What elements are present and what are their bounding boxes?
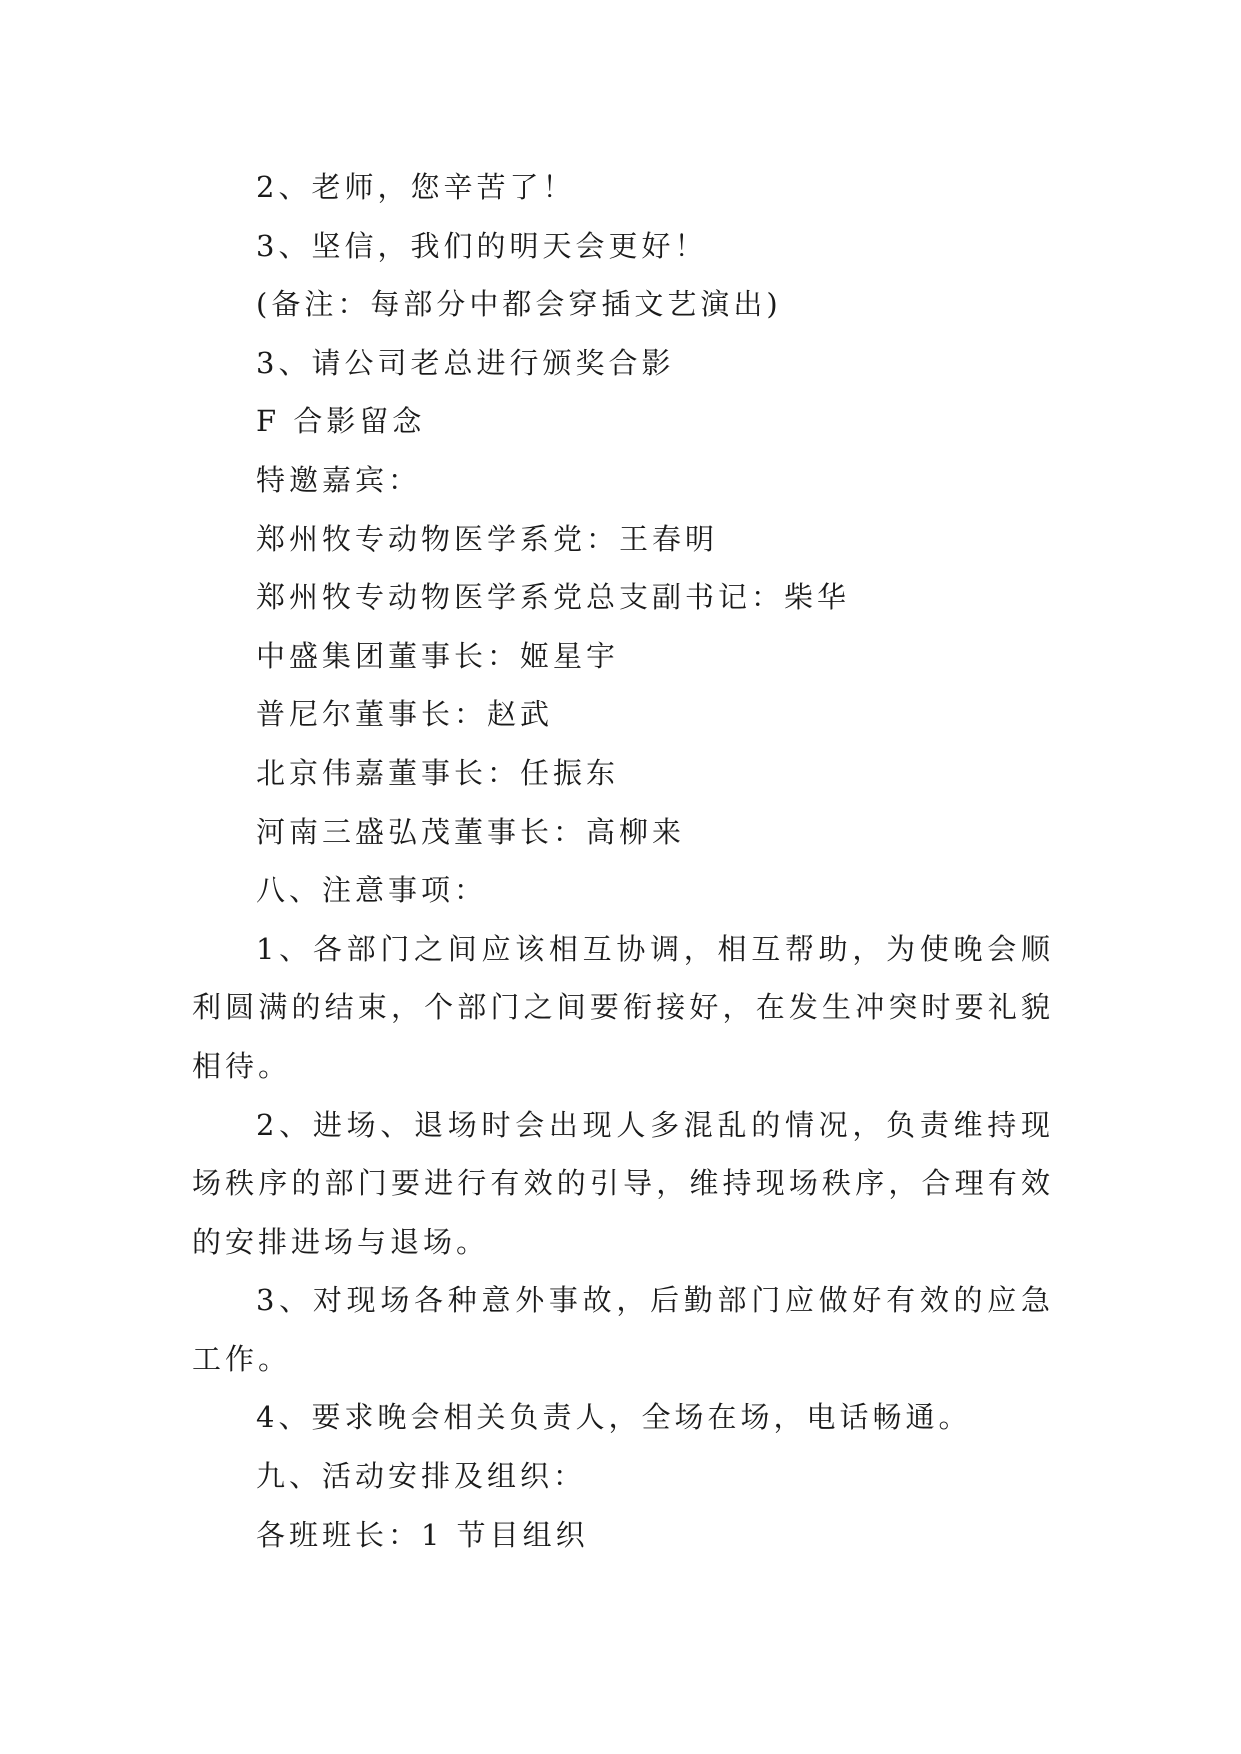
document-body bbox=[192, 158, 1054, 1564]
list-item: 各班班长：1 节目组织 bbox=[256, 1517, 589, 1552]
list-item: F 合影留念 bbox=[256, 404, 426, 439]
note-line: (备注：每部分中都会穿插文艺演出) bbox=[256, 287, 782, 322]
guest-entry: 北京伟嘉董事长：任振东 bbox=[256, 755, 620, 790]
guest-entry: 普尼尔董事长：赵武 bbox=[256, 697, 554, 732]
guest-entry: 河南三盛弘茂董事长：高柳来 bbox=[256, 814, 686, 849]
guest-entry: 中盛集团董事长：姬星宇 bbox=[256, 638, 620, 673]
paragraph: 3、对现场各种意外事故，后勤部门应做好有效的应急工作。 bbox=[192, 1283, 1054, 1376]
list-item: 4、要求晚会相关负责人，全场在场，电话畅通。 bbox=[256, 1400, 972, 1435]
section-label: 特邀嘉宾： bbox=[256, 462, 422, 497]
paragraph: 2、进场、退场时会出现人多混乱的情况，负责维持现场秩序的部门要进行有效的引导，维持现场秩序，合理有效的安排进场与退场。 bbox=[192, 1107, 1054, 1259]
section-heading: 九、活动安排及组织： bbox=[256, 1459, 587, 1494]
list-item: 3、请公司老总进行颁奖合影 bbox=[256, 345, 675, 380]
paragraph: 1、各部门之间应该相互协调，相互帮助，为使晚会顺利圆满的结束，个部门之间要衔接好，在发生冲突时要礼貌相待。 bbox=[192, 931, 1054, 1083]
list-item: 2、老师，您辛苦了！ bbox=[256, 170, 576, 204]
section-heading: 八、注意事项： bbox=[256, 873, 488, 908]
list-item: 3、坚信，我们的明天会更好！ bbox=[256, 228, 708, 263]
guest-entry: 郑州牧专动物医学系党：王春明 bbox=[256, 521, 719, 556]
guest-entry: 郑州牧专动物医学系党总支副书记：柴华 bbox=[256, 580, 851, 615]
